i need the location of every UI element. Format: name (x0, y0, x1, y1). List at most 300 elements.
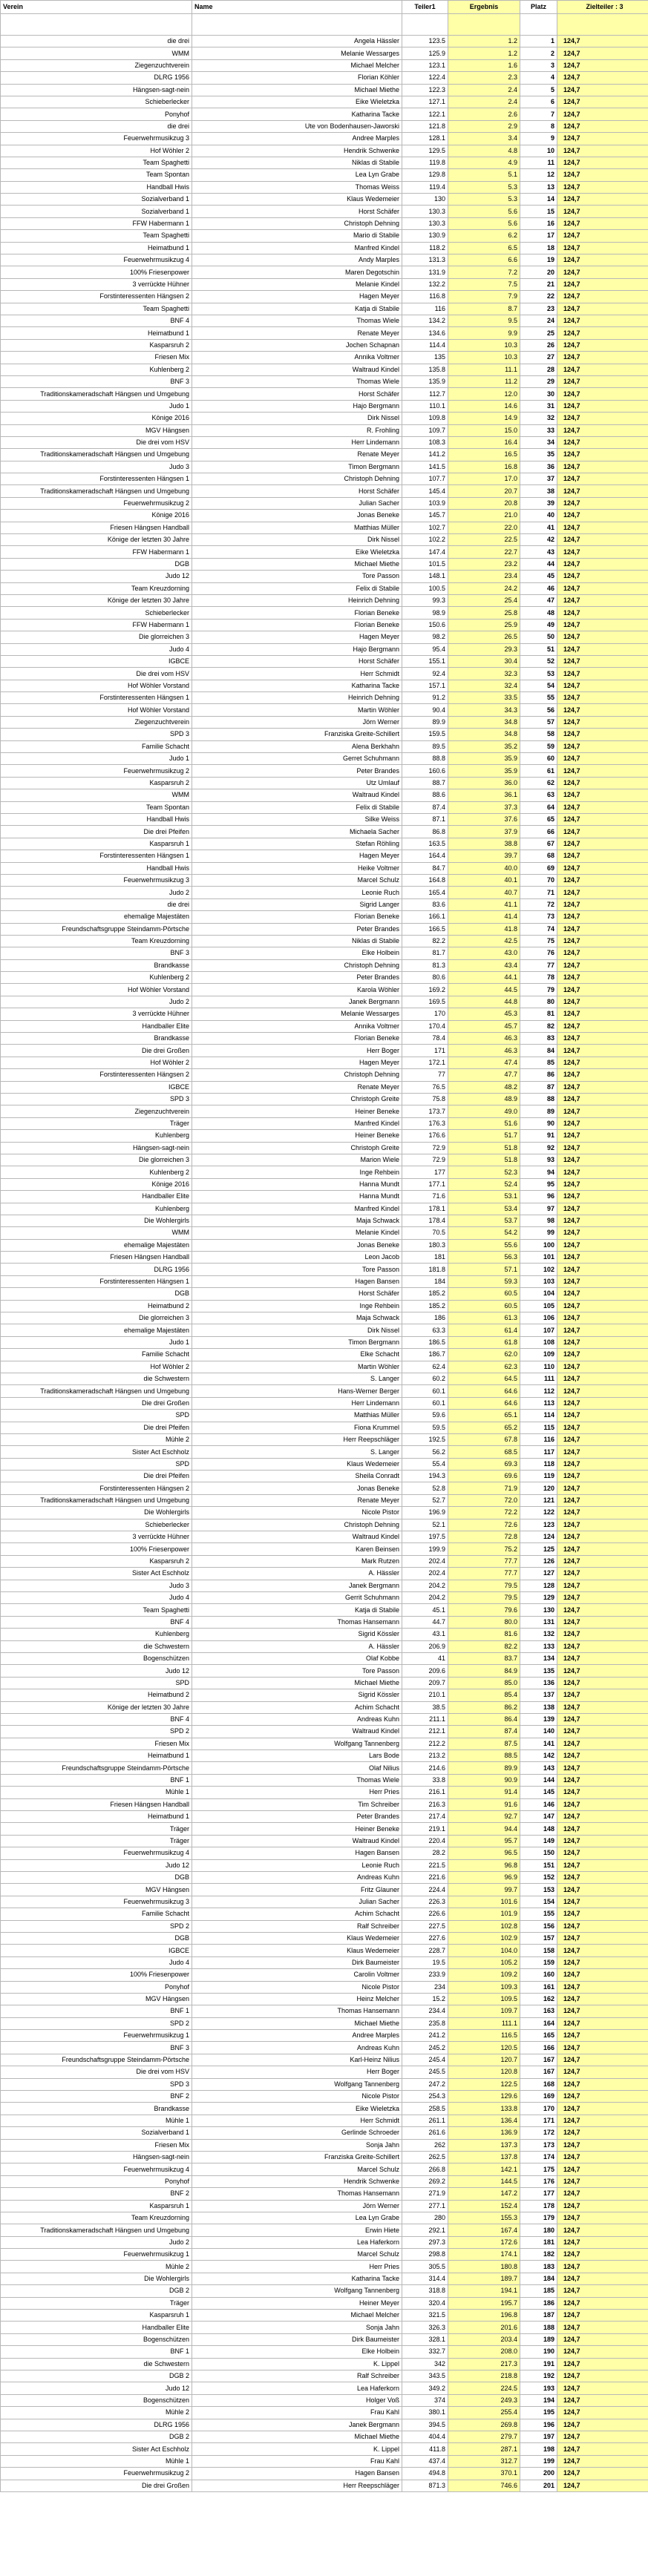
name-cell[interactable]: Sonja Jahn (192, 2322, 402, 2333)
zielteiler-cell[interactable]: 124,7 (557, 716, 648, 728)
platz-cell[interactable]: 194 (520, 2394, 557, 2406)
platz-cell[interactable]: 20 (520, 266, 557, 278)
verein-cell[interactable]: Heimatbund 2 (1, 1300, 192, 1312)
name-cell[interactable]: Hanna Mundt (192, 1178, 402, 1190)
teiler-cell[interactable]: 130.3 (402, 206, 448, 217)
ergebnis-cell[interactable]: 109.5 (448, 1993, 520, 2005)
ergebnis-cell[interactable]: 129.6 (448, 2091, 520, 2103)
ergebnis-cell[interactable]: 79.5 (448, 1592, 520, 1604)
ergebnis-cell[interactable]: 44.1 (448, 972, 520, 984)
ergebnis-cell[interactable]: 20.8 (448, 497, 520, 509)
verein-cell[interactable]: Team Kreuzdorning (1, 582, 192, 594)
verein-cell[interactable]: Freundschaftsgruppe Steindamm-Pörtsche (1, 923, 192, 935)
zielteiler-cell[interactable]: 124,7 (557, 1410, 648, 1422)
ergebnis-cell[interactable]: 87.5 (448, 1738, 520, 1749)
verein-cell[interactable]: Die glorreichen 3 (1, 1154, 192, 1166)
teiler-cell[interactable]: 411.8 (402, 2443, 448, 2455)
platz-cell[interactable]: 101 (520, 1252, 557, 1264)
teiler-cell[interactable]: 185.2 (402, 1288, 448, 1300)
verein-cell[interactable]: Heimatbund 1 (1, 1811, 192, 1823)
verein-cell[interactable]: Team Spaghetti (1, 157, 192, 168)
platz-cell[interactable]: 97 (520, 1203, 557, 1215)
teiler-cell[interactable]: 109.7 (402, 424, 448, 436)
teiler-cell[interactable]: 170 (402, 1008, 448, 1020)
verein-cell[interactable]: ehemalige Majestäten (1, 1239, 192, 1251)
ergebnis-cell[interactable]: 269.8 (448, 2419, 520, 2431)
zielteiler-cell[interactable]: 124,7 (557, 1275, 648, 1287)
verein-cell[interactable]: FFW Habermann 1 (1, 217, 192, 229)
verein-cell[interactable]: SPD (1, 1410, 192, 1422)
ergebnis-cell[interactable]: 35.2 (448, 740, 520, 752)
zielteiler-cell[interactable]: 124,7 (557, 1932, 648, 1944)
ergebnis-cell[interactable]: 25.9 (448, 619, 520, 631)
ergebnis-cell[interactable]: 82.2 (448, 1640, 520, 1652)
teiler-cell[interactable]: 318.8 (402, 2285, 448, 2297)
name-cell[interactable]: Nicole Pistor (192, 1507, 402, 1519)
ergebnis-cell[interactable]: 101.6 (448, 1896, 520, 1908)
platz-cell[interactable]: 177 (520, 2188, 557, 2200)
teiler-cell[interactable]: 78.4 (402, 1033, 448, 1045)
zielteiler-cell[interactable]: 124,7 (557, 1433, 648, 1445)
ergebnis-cell[interactable]: 26.5 (448, 631, 520, 643)
verein-cell[interactable]: IGBCE (1, 1081, 192, 1093)
ergebnis-cell[interactable]: 52.4 (448, 1178, 520, 1190)
name-cell[interactable]: Heiner Beneke (192, 1823, 402, 1835)
verein-cell[interactable]: Forstinteressenten Hängsen 2 (1, 1069, 192, 1081)
platz-cell[interactable]: 167 (520, 2066, 557, 2078)
platz-cell[interactable]: 70 (520, 874, 557, 886)
zielteiler-cell[interactable]: 124,7 (557, 352, 648, 364)
name-cell[interactable]: K. Lippel (192, 2358, 402, 2370)
verein-cell[interactable]: BNF 1 (1, 2005, 192, 2017)
platz-cell[interactable]: 102 (520, 1264, 557, 1275)
name-cell[interactable]: Thomas Hansemann (192, 2188, 402, 2200)
ergebnis-cell[interactable]: 55.6 (448, 1239, 520, 1251)
ergebnis-cell[interactable]: 224.5 (448, 2382, 520, 2394)
zielteiler-cell[interactable]: 124,7 (557, 704, 648, 716)
ergebnis-cell[interactable]: 312.7 (448, 2455, 520, 2467)
verein-cell[interactable]: Kuhlenberg 2 (1, 972, 192, 984)
name-cell[interactable]: Olaf Nilius (192, 1762, 402, 1774)
name-cell[interactable]: Ralf Schreiber (192, 1920, 402, 1932)
verein-cell[interactable]: Bogenschützen (1, 1652, 192, 1664)
platz-cell[interactable]: 193 (520, 2382, 557, 2394)
ergebnis-cell[interactable]: 34.3 (448, 704, 520, 716)
name-cell[interactable]: Horst Schäfer (192, 388, 402, 400)
platz-cell[interactable]: 160 (520, 1969, 557, 1981)
zielteiler-cell[interactable]: 124,7 (557, 1494, 648, 1506)
zielteiler-cell[interactable]: 124,7 (557, 1458, 648, 1470)
ergebnis-cell[interactable]: 22.0 (448, 522, 520, 533)
verein-cell[interactable]: Feuerwehrmusikzug 1 (1, 2249, 192, 2261)
platz-cell[interactable]: 154 (520, 1896, 557, 1908)
platz-cell[interactable]: 22 (520, 291, 557, 303)
platz-cell[interactable]: 49 (520, 619, 557, 631)
name-cell[interactable]: Florian Beneke (192, 607, 402, 619)
platz-cell[interactable]: 192 (520, 2370, 557, 2382)
platz-cell[interactable]: 136 (520, 1677, 557, 1689)
zielteiler-cell[interactable]: 124,7 (557, 1020, 648, 1032)
platz-cell[interactable]: 66 (520, 826, 557, 838)
verein-cell[interactable]: Forstinteressenten Hängsen 1 (1, 850, 192, 862)
ergebnis-cell[interactable]: 41.8 (448, 923, 520, 935)
zielteiler-cell[interactable]: 124,7 (557, 655, 648, 667)
verein-cell[interactable]: Familie Schacht (1, 1349, 192, 1361)
platz-cell[interactable]: 168 (520, 2078, 557, 2090)
teiler-cell[interactable]: 176.6 (402, 1130, 448, 1142)
teiler-cell[interactable]: 204.2 (402, 1592, 448, 1604)
verein-cell[interactable]: Judo 1 (1, 400, 192, 412)
teiler-cell[interactable]: 101.5 (402, 558, 448, 570)
ergebnis-cell[interactable]: 249.3 (448, 2394, 520, 2406)
teiler-cell[interactable]: 224.4 (402, 1884, 448, 1896)
zielteiler-cell[interactable]: 124,7 (557, 1373, 648, 1384)
platz-cell[interactable]: 117 (520, 1446, 557, 1458)
ergebnis-cell[interactable]: 102.8 (448, 1920, 520, 1932)
verein-cell[interactable]: Mühle 1 (1, 2115, 192, 2126)
verein-cell[interactable]: Ponyhof (1, 108, 192, 120)
platz-cell[interactable]: 187 (520, 2310, 557, 2322)
name-cell[interactable]: Heiner Meyer (192, 2297, 402, 2309)
zielteiler-cell[interactable]: 124,7 (557, 254, 648, 266)
verein-cell[interactable]: Die drei Großen (1, 1397, 192, 1409)
name-cell[interactable]: Erwin Hiete (192, 2224, 402, 2236)
verein-cell[interactable]: Team Spontan (1, 169, 192, 181)
zielteiler-cell[interactable]: 124,7 (557, 47, 648, 59)
name-cell[interactable]: Christoph Dehning (192, 217, 402, 229)
teiler-cell[interactable]: 88.6 (402, 789, 448, 801)
header-verein[interactable]: Verein (1, 1, 192, 14)
ergebnis-cell[interactable]: 22.7 (448, 546, 520, 558)
name-cell[interactable]: Lars Bode (192, 1750, 402, 1762)
zielteiler-cell[interactable]: 124,7 (557, 400, 648, 412)
zielteiler-cell[interactable]: 124,7 (557, 1629, 648, 1640)
zielteiler-cell[interactable]: 124,7 (557, 643, 648, 655)
teiler-cell[interactable]: 81.3 (402, 959, 448, 971)
name-cell[interactable]: Herr Boger (192, 1045, 402, 1057)
teiler-cell[interactable]: 108.3 (402, 436, 448, 448)
zielteiler-cell[interactable]: 124,7 (557, 1300, 648, 1312)
name-cell[interactable]: Marcel Schulz (192, 2163, 402, 2175)
name-cell[interactable]: Tim Schreiber (192, 1798, 402, 1810)
ergebnis-cell[interactable]: 22.5 (448, 534, 520, 546)
platz-cell[interactable]: 90 (520, 1117, 557, 1129)
name-cell[interactable]: Sheila Conradt (192, 1471, 402, 1482)
zielteiler-cell[interactable]: 124,7 (557, 291, 648, 303)
ergebnis-cell[interactable]: 57.1 (448, 1264, 520, 1275)
zielteiler-cell[interactable]: 124,7 (557, 217, 648, 229)
teiler-cell[interactable]: 262 (402, 2139, 448, 2151)
zielteiler-cell[interactable]: 124,7 (557, 2042, 648, 2054)
verein-cell[interactable]: Brandkasse (1, 2103, 192, 2115)
verein-cell[interactable]: Handball Hwis (1, 814, 192, 826)
name-cell[interactable]: Janek Bergmann (192, 996, 402, 1008)
zielteiler-cell[interactable]: 124,7 (557, 1008, 648, 1020)
teiler-cell[interactable]: 83.6 (402, 898, 448, 910)
ergebnis-cell[interactable]: 53.1 (448, 1191, 520, 1203)
ergebnis-cell[interactable]: 92.7 (448, 1811, 520, 1823)
zielteiler-cell[interactable]: 124,7 (557, 2443, 648, 2455)
teiler-cell[interactable]: 177.1 (402, 1178, 448, 1190)
teiler-cell[interactable]: 60.1 (402, 1385, 448, 1397)
platz-cell[interactable]: 93 (520, 1154, 557, 1166)
teiler-cell[interactable]: 186 (402, 1312, 448, 1324)
ergebnis-cell[interactable]: 6.2 (448, 230, 520, 242)
verein-cell[interactable]: Hängsen-sagt-nein (1, 1142, 192, 1154)
teiler-cell[interactable]: 70.5 (402, 1227, 448, 1239)
zielteiler-cell[interactable]: 124,7 (557, 2236, 648, 2248)
ergebnis-cell[interactable]: 72.8 (448, 1531, 520, 1543)
ergebnis-cell[interactable]: 52.3 (448, 1166, 520, 1178)
platz-cell[interactable]: 165 (520, 2030, 557, 2042)
teiler-cell[interactable]: 209.7 (402, 1677, 448, 1689)
platz-cell[interactable]: 159 (520, 1956, 557, 1968)
ergebnis-cell[interactable]: 46.3 (448, 1045, 520, 1057)
platz-cell[interactable]: 62 (520, 777, 557, 789)
verein-cell[interactable]: Judo 2 (1, 2236, 192, 2248)
name-cell[interactable]: Wolfgang Tannenberg (192, 1738, 402, 1749)
ergebnis-cell[interactable]: 14.6 (448, 400, 520, 412)
verein-cell[interactable]: Könige 2016 (1, 413, 192, 424)
zielteiler-cell[interactable]: 124,7 (557, 911, 648, 923)
platz-cell[interactable]: 13 (520, 181, 557, 193)
zielteiler-cell[interactable]: 124,7 (557, 1033, 648, 1045)
teiler-cell[interactable]: 297.3 (402, 2236, 448, 2248)
teiler-cell[interactable]: 107.7 (402, 473, 448, 485)
platz-cell[interactable]: 100 (520, 1239, 557, 1251)
ergebnis-cell[interactable]: 48.2 (448, 1081, 520, 1093)
verein-cell[interactable]: Friesen Hängsen Handball (1, 1252, 192, 1264)
ergebnis-cell[interactable]: 167.4 (448, 2224, 520, 2236)
platz-cell[interactable]: 120 (520, 1482, 557, 1494)
teiler-cell[interactable]: 75.8 (402, 1093, 448, 1105)
name-cell[interactable]: Tore Passon (192, 1264, 402, 1275)
zielteiler-cell[interactable]: 124,7 (557, 72, 648, 84)
name-cell[interactable]: Sigrid Kössler (192, 1689, 402, 1701)
teiler-cell[interactable]: 292.1 (402, 2224, 448, 2236)
blank-cell[interactable] (520, 14, 557, 36)
zielteiler-cell[interactable]: 124,7 (557, 1264, 648, 1275)
platz-cell[interactable]: 135 (520, 1665, 557, 1677)
verein-cell[interactable]: Kuhlenberg 2 (1, 364, 192, 375)
ergebnis-cell[interactable]: 109.2 (448, 1969, 520, 1981)
teiler-cell[interactable]: 52.7 (402, 1494, 448, 1506)
verein-cell[interactable]: 3 verrückte Hühner (1, 278, 192, 290)
ergebnis-cell[interactable]: 7.2 (448, 266, 520, 278)
teiler-cell[interactable]: 245.4 (402, 2054, 448, 2066)
ergebnis-cell[interactable]: 102.9 (448, 1932, 520, 1944)
platz-cell[interactable]: 84 (520, 1045, 557, 1057)
ergebnis-cell[interactable]: 43.0 (448, 947, 520, 959)
name-cell[interactable]: Thomas Wiele (192, 1774, 402, 1786)
name-cell[interactable]: Herr Boger (192, 2066, 402, 2078)
teiler-cell[interactable]: 122.1 (402, 108, 448, 120)
ergebnis-cell[interactable]: 203.4 (448, 2333, 520, 2345)
name-cell[interactable]: Olaf Kobbe (192, 1652, 402, 1664)
verein-cell[interactable]: Schieberlecker (1, 96, 192, 108)
platz-cell[interactable]: 95 (520, 1178, 557, 1190)
verein-cell[interactable]: die Schwestern (1, 2358, 192, 2370)
platz-cell[interactable]: 29 (520, 375, 557, 387)
platz-cell[interactable]: 32 (520, 413, 557, 424)
zielteiler-cell[interactable]: 124,7 (557, 2297, 648, 2309)
teiler-cell[interactable]: 204.2 (402, 1580, 448, 1591)
name-cell[interactable]: Melanie Wessarges (192, 1008, 402, 1020)
platz-cell[interactable]: 77 (520, 959, 557, 971)
name-cell[interactable]: Horst Schäfer (192, 1288, 402, 1300)
name-cell[interactable]: Lea Haferkorn (192, 2382, 402, 2394)
zielteiler-cell[interactable]: 124,7 (557, 1361, 648, 1373)
verein-cell[interactable]: Ziegenzuchtverein (1, 59, 192, 71)
teiler-cell[interactable]: 135 (402, 352, 448, 364)
teiler-cell[interactable]: 71.6 (402, 1191, 448, 1203)
zielteiler-cell[interactable]: 124,7 (557, 1555, 648, 1567)
ergebnis-cell[interactable]: 1.2 (448, 47, 520, 59)
platz-cell[interactable]: 99 (520, 1227, 557, 1239)
verein-cell[interactable]: 3 verrückte Hühner (1, 1531, 192, 1543)
platz-cell[interactable]: 197 (520, 2431, 557, 2442)
ergebnis-cell[interactable]: 30.4 (448, 655, 520, 667)
name-cell[interactable]: Peter Brandes (192, 923, 402, 935)
verein-cell[interactable]: Könige der letzten 30 Jahre (1, 534, 192, 546)
teiler-cell[interactable]: 116.8 (402, 291, 448, 303)
zielteiler-cell[interactable]: 124,7 (557, 2103, 648, 2115)
zielteiler-cell[interactable]: 124,7 (557, 777, 648, 789)
verein-cell[interactable]: Hof Wöhler Vorstand (1, 704, 192, 716)
ergebnis-cell[interactable]: 80.0 (448, 1616, 520, 1628)
verein-cell[interactable]: BNF 1 (1, 2346, 192, 2358)
verein-cell[interactable]: Träger (1, 1117, 192, 1129)
ergebnis-cell[interactable]: 5.3 (448, 181, 520, 193)
teiler-cell[interactable]: 180.3 (402, 1239, 448, 1251)
ergebnis-cell[interactable]: 279.7 (448, 2431, 520, 2442)
platz-cell[interactable]: 122 (520, 1507, 557, 1519)
zielteiler-cell[interactable]: 124,7 (557, 801, 648, 813)
verein-cell[interactable]: Hängsen-sagt-nein (1, 2151, 192, 2163)
teiler-cell[interactable]: 103.9 (402, 497, 448, 509)
teiler-cell[interactable]: 62.4 (402, 1361, 448, 1373)
verein-cell[interactable]: Friesen Mix (1, 352, 192, 364)
ergebnis-cell[interactable]: 64.5 (448, 1373, 520, 1384)
platz-cell[interactable]: 166 (520, 2042, 557, 2054)
name-cell[interactable]: Eike Wieletzka (192, 2103, 402, 2115)
verein-cell[interactable]: DLRG 1956 (1, 2419, 192, 2431)
name-cell[interactable]: Waltraud Kindel (192, 789, 402, 801)
ergebnis-cell[interactable]: 155.3 (448, 2212, 520, 2224)
platz-cell[interactable]: 31 (520, 400, 557, 412)
verein-cell[interactable]: BNF 1 (1, 1774, 192, 1786)
verein-cell[interactable]: Die glorreichen 3 (1, 631, 192, 643)
zielteiler-cell[interactable]: 124,7 (557, 1945, 648, 1956)
platz-cell[interactable]: 200 (520, 2468, 557, 2480)
name-cell[interactable]: Inge Rehbein (192, 1166, 402, 1178)
zielteiler-cell[interactable]: 124,7 (557, 2224, 648, 2236)
teiler-cell[interactable]: 197.5 (402, 1531, 448, 1543)
teiler-cell[interactable]: 177 (402, 1166, 448, 1178)
platz-cell[interactable]: 178 (520, 2200, 557, 2212)
zielteiler-cell[interactable]: 124,7 (557, 1920, 648, 1932)
name-cell[interactable]: Hajo Bergmann (192, 400, 402, 412)
name-cell[interactable]: Dirk Baumeister (192, 1956, 402, 1968)
ergebnis-cell[interactable]: 2.9 (448, 120, 520, 132)
teiler-cell[interactable]: 88.7 (402, 777, 448, 789)
zielteiler-cell[interactable]: 124,7 (557, 2261, 648, 2273)
platz-cell[interactable]: 69 (520, 862, 557, 874)
teiler-cell[interactable]: 266.8 (402, 2163, 448, 2175)
ergebnis-cell[interactable]: 208.0 (448, 2346, 520, 2358)
verein-cell[interactable]: Traditionskameradschaft Hängsen und Umgebung (1, 1385, 192, 1397)
zielteiler-cell[interactable]: 124,7 (557, 2139, 648, 2151)
name-cell[interactable]: Renate Meyer (192, 1081, 402, 1093)
teiler-cell[interactable]: 45.1 (402, 1604, 448, 1616)
name-cell[interactable]: Martin Wöhler (192, 1361, 402, 1373)
platz-cell[interactable]: 11 (520, 157, 557, 168)
platz-cell[interactable]: 153 (520, 1884, 557, 1896)
verein-cell[interactable]: Die drei vom HSV (1, 2066, 192, 2078)
name-cell[interactable]: Fritz Glauner (192, 1884, 402, 1896)
platz-cell[interactable]: 17 (520, 230, 557, 242)
platz-cell[interactable]: 183 (520, 2261, 557, 2273)
verein-cell[interactable]: DGB 2 (1, 2431, 192, 2442)
platz-cell[interactable]: 24 (520, 315, 557, 326)
zielteiler-cell[interactable]: 124,7 (557, 898, 648, 910)
name-cell[interactable]: Michael Miethe (192, 558, 402, 570)
verein-cell[interactable]: Kasparsruh 2 (1, 777, 192, 789)
name-cell[interactable]: Melanie Kindel (192, 278, 402, 290)
verein-cell[interactable]: Freundschaftsgruppe Steindamm-Pörtsche (1, 1762, 192, 1774)
teiler-cell[interactable]: 871.3 (402, 2480, 448, 2491)
verein-cell[interactable]: Sozialverband 1 (1, 194, 192, 206)
name-cell[interactable]: Holger Voß (192, 2394, 402, 2406)
platz-cell[interactable]: 61 (520, 765, 557, 777)
verein-cell[interactable]: Die drei Pfeifen (1, 1471, 192, 1482)
name-cell[interactable]: Sigrid Kössler (192, 1629, 402, 1640)
teiler-cell[interactable]: 221.5 (402, 1859, 448, 1871)
teiler-cell[interactable]: 245.5 (402, 2066, 448, 2078)
name-cell[interactable]: Hajo Bergmann (192, 643, 402, 655)
teiler-cell[interactable]: 269.2 (402, 2175, 448, 2187)
verein-cell[interactable]: Judo 1 (1, 753, 192, 765)
platz-cell[interactable]: 59 (520, 740, 557, 752)
teiler-cell[interactable]: 116 (402, 303, 448, 315)
platz-cell[interactable]: 36 (520, 461, 557, 473)
zielteiler-cell[interactable]: 124,7 (557, 826, 648, 838)
zielteiler-cell[interactable]: 124,7 (557, 753, 648, 765)
name-cell[interactable]: Michael Melcher (192, 59, 402, 71)
verein-cell[interactable]: Judo 2 (1, 996, 192, 1008)
name-cell[interactable]: Frau Kahl (192, 2455, 402, 2467)
ergebnis-cell[interactable]: 6.6 (448, 254, 520, 266)
verein-cell[interactable]: SPD 2 (1, 2017, 192, 2029)
ergebnis-cell[interactable]: 35.9 (448, 765, 520, 777)
platz-cell[interactable]: 114 (520, 1410, 557, 1422)
zielteiler-cell[interactable]: 124,7 (557, 2480, 648, 2491)
ergebnis-cell[interactable]: 10.3 (448, 339, 520, 351)
zielteiler-cell[interactable]: 124,7 (557, 1312, 648, 1324)
zielteiler-cell[interactable]: 124,7 (557, 84, 648, 96)
zielteiler-cell[interactable]: 124,7 (557, 1592, 648, 1604)
verein-cell[interactable]: Forstinteressenten Hängsen 2 (1, 291, 192, 303)
ergebnis-cell[interactable]: 59.3 (448, 1275, 520, 1287)
platz-cell[interactable]: 151 (520, 1859, 557, 1871)
zielteiler-cell[interactable]: 124,7 (557, 2175, 648, 2187)
platz-cell[interactable]: 54 (520, 680, 557, 691)
zielteiler-cell[interactable]: 124,7 (557, 2005, 648, 2017)
zielteiler-cell[interactable]: 124,7 (557, 1884, 648, 1896)
teiler-cell[interactable]: 164.4 (402, 850, 448, 862)
platz-cell[interactable]: 115 (520, 1422, 557, 1433)
verein-cell[interactable]: Kasparsruh 1 (1, 2310, 192, 2322)
